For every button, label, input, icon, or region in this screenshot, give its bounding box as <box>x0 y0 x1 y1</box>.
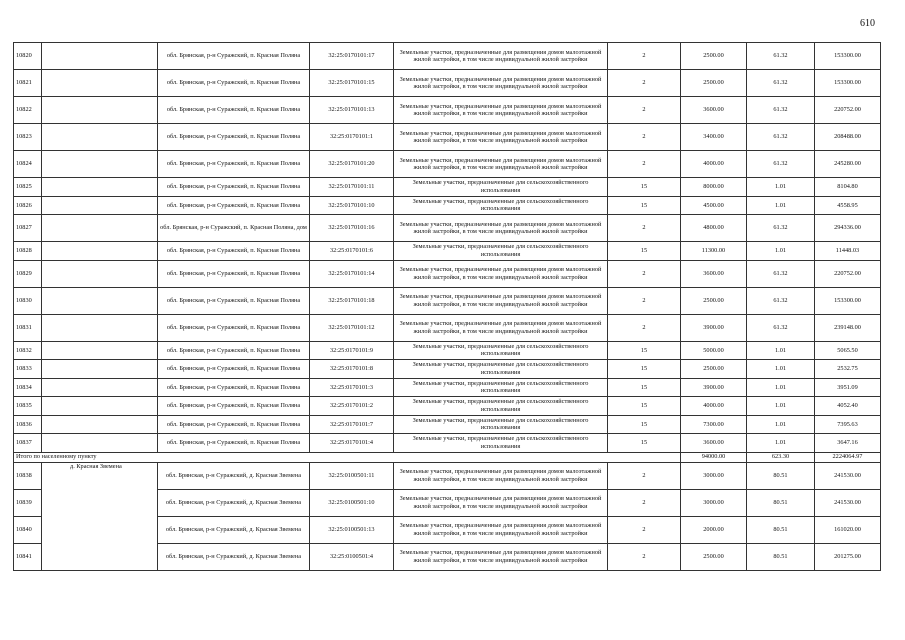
rate-cell: 80.51 <box>747 543 815 570</box>
area-cell: 3400.00 <box>681 124 747 151</box>
row-number: 10834 <box>14 378 42 397</box>
land-use-cell: Земельные участки, предназначенные для сельскохозяйственного использования <box>394 415 608 434</box>
address-cell: обл. Брянская, р-н Суражский, д. Красная Звемена <box>158 489 310 516</box>
table-row <box>14 516 881 543</box>
table-row <box>14 124 881 151</box>
land-use-cell: Земельные участки, предназначенные для размещения домов малоэтажной жилой застройки, в том числе индивидуальной жилой застройки <box>394 215 608 242</box>
land-use-cell: Земельные участки, предназначенные для размещения домов малоэтажной жилой застройки, в том числе индивидуальной жилой застройки <box>394 97 608 124</box>
land-use-cell: Земельные участки, предназначенные для размещения домов малоэтажной жилой застройки, в том числе индивидуальной жилой застройки <box>394 543 608 570</box>
use-group-cell: 2 <box>608 543 681 570</box>
table-row <box>14 70 881 97</box>
row-number: 10820 <box>14 43 42 70</box>
total-label: Итого по населенному пункту <box>14 452 681 462</box>
table-row <box>14 242 881 261</box>
row-number: 10832 <box>14 341 42 360</box>
cadastral-value-cell: 11448.03 <box>815 242 881 261</box>
use-group-cell: 15 <box>608 178 681 197</box>
rate-cell: 1.01 <box>747 196 815 215</box>
locality-cell <box>42 287 158 314</box>
use-group-cell: 15 <box>608 415 681 434</box>
rate-cell: 61.32 <box>747 287 815 314</box>
cadastral-number-cell: 32:25:0170101:13 <box>310 97 394 124</box>
area-cell: 4800.00 <box>681 215 747 242</box>
rate-cell: 1.01 <box>747 360 815 379</box>
row-number: 10829 <box>14 260 42 287</box>
row-number: 10831 <box>14 314 42 341</box>
cadastral-number-cell: 32:25:0170101:18 <box>310 287 394 314</box>
address-cell: обл. Брянская, р-н Суражский, п. Красная Поляна <box>158 397 310 416</box>
cadastral-number-cell: 32:25:0170101:16 <box>310 215 394 242</box>
table-row <box>14 434 881 453</box>
cadastral-value-cell: 245280.00 <box>815 151 881 178</box>
table-row <box>14 397 881 416</box>
cadastral-number-cell: 32:25:0170101:8 <box>310 360 394 379</box>
locality-cell <box>42 178 158 197</box>
address-cell: обл. Брянская, р-н Суражский, п. Красная Поляна <box>158 287 310 314</box>
row-number: 10839 <box>14 489 42 516</box>
area-cell: 3900.00 <box>681 314 747 341</box>
locality-cell <box>42 97 158 124</box>
page-number: 610 <box>860 18 875 29</box>
address-cell: обл. Брянская, р-н Суражский, п. Красная Поляна <box>158 260 310 287</box>
table-row <box>14 215 881 242</box>
use-group-cell: 2 <box>608 97 681 124</box>
use-group-cell: 2 <box>608 489 681 516</box>
address-cell: обл. Брянская, р-н Суражский, п. Красная Поляна <box>158 43 310 70</box>
locality-cell <box>42 242 158 261</box>
land-use-cell: Земельные участки, предназначенные для сельскохозяйственного использования <box>394 196 608 215</box>
address-cell: обл. Брянская, р-н Суражский, п. Красная Поляна <box>158 378 310 397</box>
address-cell: обл. Брянская, р-н Суражский, п. Красная Поляна, дом <box>158 215 310 242</box>
locality-cell <box>42 415 158 434</box>
rate-cell: 1.01 <box>747 378 815 397</box>
cadastral-value-cell: 4558.95 <box>815 196 881 215</box>
table-row <box>14 489 881 516</box>
use-group-cell: 15 <box>608 378 681 397</box>
row-number: 10822 <box>14 97 42 124</box>
row-number: 10830 <box>14 287 42 314</box>
cadastral-number-cell: 32:25:0100501:11 <box>310 462 394 489</box>
rate-cell: 61.32 <box>747 124 815 151</box>
table-row <box>14 196 881 215</box>
address-cell: обл. Брянская, р-н Суражский, п. Красная Поляна <box>158 70 310 97</box>
cadastral-number-cell: 32:25:0170101:10 <box>310 196 394 215</box>
rate-cell: 61.32 <box>747 314 815 341</box>
rate-cell: 61.32 <box>747 97 815 124</box>
cadastral-value-cell: 8104.80 <box>815 178 881 197</box>
locality-total-row <box>14 452 881 462</box>
row-number: 10837 <box>14 434 42 453</box>
rate-cell: 80.51 <box>747 516 815 543</box>
cadastral-value-cell: 4052.40 <box>815 397 881 416</box>
land-use-cell: Земельные участки, предназначенные для сельскохозяйственного использования <box>394 360 608 379</box>
land-use-cell: Земельные участки, предназначенные для размещения домов малоэтажной жилой застройки, в том числе индивидуальной жилой застройки <box>394 260 608 287</box>
area-cell: 2500.00 <box>681 43 747 70</box>
row-number: 10828 <box>14 242 42 261</box>
address-cell: обл. Брянская, р-н Суражский, д. Красная Звемена <box>158 516 310 543</box>
address-cell: обл. Брянская, р-н Суражский, п. Красная Поляна <box>158 314 310 341</box>
cadastral-number-cell: 32:25:0170101:4 <box>310 434 394 453</box>
locality-cell <box>42 196 158 215</box>
use-group-cell: 2 <box>608 462 681 489</box>
total-value: 2224064.97 <box>815 452 881 462</box>
land-use-cell: Земельные участки, предназначенные для размещения домов малоэтажной жилой застройки, в том числе индивидуальной жилой застройки <box>394 516 608 543</box>
locality-cell <box>42 516 158 543</box>
cadastral-value-cell: 241530.00 <box>815 489 881 516</box>
table-row <box>14 462 881 489</box>
use-group-cell: 2 <box>608 70 681 97</box>
table-row <box>14 43 881 70</box>
row-number: 10821 <box>14 70 42 97</box>
land-use-cell: Земельные участки, предназначенные для сельскохозяйственного использования <box>394 341 608 360</box>
land-use-cell: Земельные участки, предназначенные для размещения домов малоэтажной жилой застройки, в том числе индивидуальной жилой застройки <box>394 124 608 151</box>
land-use-cell: Земельные участки, предназначенные для размещения домов малоэтажной жилой застройки, в том числе индивидуальной жилой застройки <box>394 43 608 70</box>
address-cell: обл. Брянская, р-н Суражский, п. Красная Поляна <box>158 360 310 379</box>
land-use-cell: Земельные участки, предназначенные для размещения домов малоэтажной жилой застройки, в том числе индивидуальной жилой застройки <box>394 70 608 97</box>
cadastral-value-cell: 241530.00 <box>815 462 881 489</box>
row-number: 10827 <box>14 215 42 242</box>
area-cell: 5000.00 <box>681 341 747 360</box>
address-cell: обл. Брянская, р-н Суражский, п. Красная Поляна <box>158 415 310 434</box>
area-cell: 3600.00 <box>681 260 747 287</box>
cadastral-value-cell: 3951.09 <box>815 378 881 397</box>
cadastral-number-cell: 32:25:0170101:14 <box>310 260 394 287</box>
cadastral-value-cell: 220752.00 <box>815 97 881 124</box>
cadastral-number-cell: 32:25:0170101:1 <box>310 124 394 151</box>
locality-cell <box>42 151 158 178</box>
land-use-cell: Земельные участки, предназначенные для размещения домов малоэтажной жилой застройки, в том числе индивидуальной жилой застройки <box>394 489 608 516</box>
use-group-cell: 15 <box>608 242 681 261</box>
locality-cell <box>42 260 158 287</box>
locality-cell <box>42 360 158 379</box>
address-cell: обл. Брянская, р-н Суражский, п. Красная Поляна <box>158 341 310 360</box>
rate-cell: 61.32 <box>747 260 815 287</box>
land-use-cell: Земельные участки, предназначенные для размещения домов малоэтажной жилой застройки, в том числе индивидуальной жилой застройки <box>394 314 608 341</box>
area-cell: 4500.00 <box>681 196 747 215</box>
locality-cell <box>42 434 158 453</box>
rate-cell: 61.32 <box>747 43 815 70</box>
cadastral-value-cell: 294336.00 <box>815 215 881 242</box>
table-row <box>14 314 881 341</box>
rate-cell: 80.51 <box>747 489 815 516</box>
rate-cell: 1.01 <box>747 397 815 416</box>
land-register-table <box>13 42 881 571</box>
use-group-cell: 15 <box>608 341 681 360</box>
rate-cell: 1.01 <box>747 242 815 261</box>
total-area: 94000.00 <box>681 452 747 462</box>
cadastral-value-cell: 201275.00 <box>815 543 881 570</box>
row-number: 10841 <box>14 543 42 570</box>
cadastral-number-cell: 32:25:0100501:10 <box>310 489 394 516</box>
address-cell: обл. Брянская, р-н Суражский, п. Красная Поляна <box>158 196 310 215</box>
area-cell: 3000.00 <box>681 489 747 516</box>
cadastral-number-cell: 32:25:0170101:17 <box>310 43 394 70</box>
cadastral-number-cell: 32:25:0170101:12 <box>310 314 394 341</box>
row-number: 10833 <box>14 360 42 379</box>
locality-cell <box>42 378 158 397</box>
land-use-cell: Земельные участки, предназначенные для размещения домов малоэтажной жилой застройки, в том числе индивидуальной жилой застройки <box>394 151 608 178</box>
use-group-cell: 2 <box>608 260 681 287</box>
area-cell: 8000.00 <box>681 178 747 197</box>
row-number: 10836 <box>14 415 42 434</box>
use-group-cell: 2 <box>608 215 681 242</box>
cadastral-number-cell: 32:25:0170101:3 <box>310 378 394 397</box>
cadastral-value-cell: 153300.00 <box>815 70 881 97</box>
locality-cell <box>42 215 158 242</box>
address-cell: обл. Брянская, р-н Суражский, п. Красная Поляна <box>158 97 310 124</box>
area-cell: 2500.00 <box>681 70 747 97</box>
area-cell: 7300.00 <box>681 415 747 434</box>
cadastral-value-cell: 2532.75 <box>815 360 881 379</box>
cadastral-number-cell: 32:25:0170101:9 <box>310 341 394 360</box>
row-number: 10835 <box>14 397 42 416</box>
row-number: 10824 <box>14 151 42 178</box>
locality-cell <box>42 70 158 97</box>
land-use-cell: Земельные участки, предназначенные для сельскохозяйственного использования <box>394 178 608 197</box>
cadastral-value-cell: 153300.00 <box>815 287 881 314</box>
rate-cell: 1.01 <box>747 341 815 360</box>
use-group-cell: 2 <box>608 516 681 543</box>
area-cell: 2000.00 <box>681 516 747 543</box>
total-rate: 623.30 <box>747 452 815 462</box>
cadastral-number-cell: 32:25:0170101:2 <box>310 397 394 416</box>
locality-cell <box>42 397 158 416</box>
table-row <box>14 378 881 397</box>
table-row <box>14 415 881 434</box>
table-row <box>14 341 881 360</box>
cadastral-number-cell: 32:25:0170101:20 <box>310 151 394 178</box>
locality-name: д. Красная Звемена <box>70 463 122 470</box>
cadastral-value-cell: 3647.16 <box>815 434 881 453</box>
cadastral-value-cell: 161020.00 <box>815 516 881 543</box>
cadastral-value-cell: 239148.00 <box>815 314 881 341</box>
rate-cell: 1.01 <box>747 178 815 197</box>
locality-cell <box>42 124 158 151</box>
cadastral-value-cell: 7395.63 <box>815 415 881 434</box>
address-cell: обл. Брянская, р-н Суражский, п. Красная Поляна <box>158 242 310 261</box>
table-row <box>14 97 881 124</box>
locality-cell <box>42 314 158 341</box>
address-cell: обл. Брянская, р-н Суражский, п. Красная Поляна <box>158 178 310 197</box>
table-row <box>14 360 881 379</box>
locality-cell <box>42 489 158 516</box>
table-row <box>14 287 881 314</box>
area-cell: 3900.00 <box>681 378 747 397</box>
area-cell: 2500.00 <box>681 360 747 379</box>
cadastral-number-cell: 32:25:0100501:13 <box>310 516 394 543</box>
cadastral-number-cell: 32:25:0170101:7 <box>310 415 394 434</box>
area-cell: 3600.00 <box>681 97 747 124</box>
address-cell: обл. Брянская, р-н Суражский, п. Красная Поляна <box>158 124 310 151</box>
area-cell: 11300.00 <box>681 242 747 261</box>
address-cell: обл. Брянская, р-н Суражский, д. Красная Звемена <box>158 543 310 570</box>
cadastral-value-cell: 208488.00 <box>815 124 881 151</box>
area-cell: 4000.00 <box>681 397 747 416</box>
locality-cell <box>42 341 158 360</box>
rate-cell: 61.32 <box>747 151 815 178</box>
rate-cell: 1.01 <box>747 415 815 434</box>
row-number: 10823 <box>14 124 42 151</box>
land-use-cell: Земельные участки, предназначенные для сельскохозяйственного использования <box>394 378 608 397</box>
area-cell: 2500.00 <box>681 287 747 314</box>
locality-cell <box>42 543 158 570</box>
address-cell: обл. Брянская, р-н Суражский, д. Красная Звемена <box>158 462 310 489</box>
land-use-cell: Земельные участки, предназначенные для сельскохозяйственного использования <box>394 397 608 416</box>
area-cell: 3600.00 <box>681 434 747 453</box>
area-cell: 3000.00 <box>681 462 747 489</box>
rate-cell: 80.51 <box>747 462 815 489</box>
cadastral-value-cell: 153300.00 <box>815 43 881 70</box>
locality-cell <box>42 43 158 70</box>
table-row <box>14 178 881 197</box>
table-row <box>14 260 881 287</box>
use-group-cell: 15 <box>608 397 681 416</box>
use-group-cell: 2 <box>608 151 681 178</box>
rate-cell: 1.01 <box>747 434 815 453</box>
row-number: 10825 <box>14 178 42 197</box>
rate-cell: 61.32 <box>747 70 815 97</box>
cadastral-value-cell: 5065.50 <box>815 341 881 360</box>
land-use-cell: Земельные участки, предназначенные для размещения домов малоэтажной жилой застройки, в том числе индивидуальной жилой застройки <box>394 462 608 489</box>
land-use-cell: Земельные участки, предназначенные для сельскохозяйственного использования <box>394 434 608 453</box>
use-group-cell: 15 <box>608 434 681 453</box>
cadastral-number-cell: 32:25:0100501:4 <box>310 543 394 570</box>
address-cell: обл. Брянская, р-н Суражский, п. Красная Поляна <box>158 151 310 178</box>
land-use-cell: Земельные участки, предназначенные для сельскохозяйственного использования <box>394 242 608 261</box>
cadastral-value-cell: 220752.00 <box>815 260 881 287</box>
cadastral-number-cell: 32:25:0170101:11 <box>310 178 394 197</box>
cadastral-number-cell: 32:25:0170101:15 <box>310 70 394 97</box>
row-number: 10838 <box>14 462 42 489</box>
use-group-cell: 2 <box>608 124 681 151</box>
area-cell: 2500.00 <box>681 543 747 570</box>
land-use-cell: Земельные участки, предназначенные для размещения домов малоэтажной жилой застройки, в том числе индивидуальной жилой застройки <box>394 287 608 314</box>
table-row <box>14 543 881 570</box>
use-group-cell: 15 <box>608 360 681 379</box>
use-group-cell: 15 <box>608 196 681 215</box>
use-group-cell: 2 <box>608 314 681 341</box>
area-cell: 4000.00 <box>681 151 747 178</box>
use-group-cell: 2 <box>608 43 681 70</box>
row-number: 10826 <box>14 196 42 215</box>
table-row <box>14 151 881 178</box>
row-number: 10840 <box>14 516 42 543</box>
rate-cell: 61.32 <box>747 215 815 242</box>
cadastral-number-cell: 32:25:0170101:6 <box>310 242 394 261</box>
address-cell: обл. Брянская, р-н Суражский, п. Красная Поляна <box>158 434 310 453</box>
use-group-cell: 2 <box>608 287 681 314</box>
